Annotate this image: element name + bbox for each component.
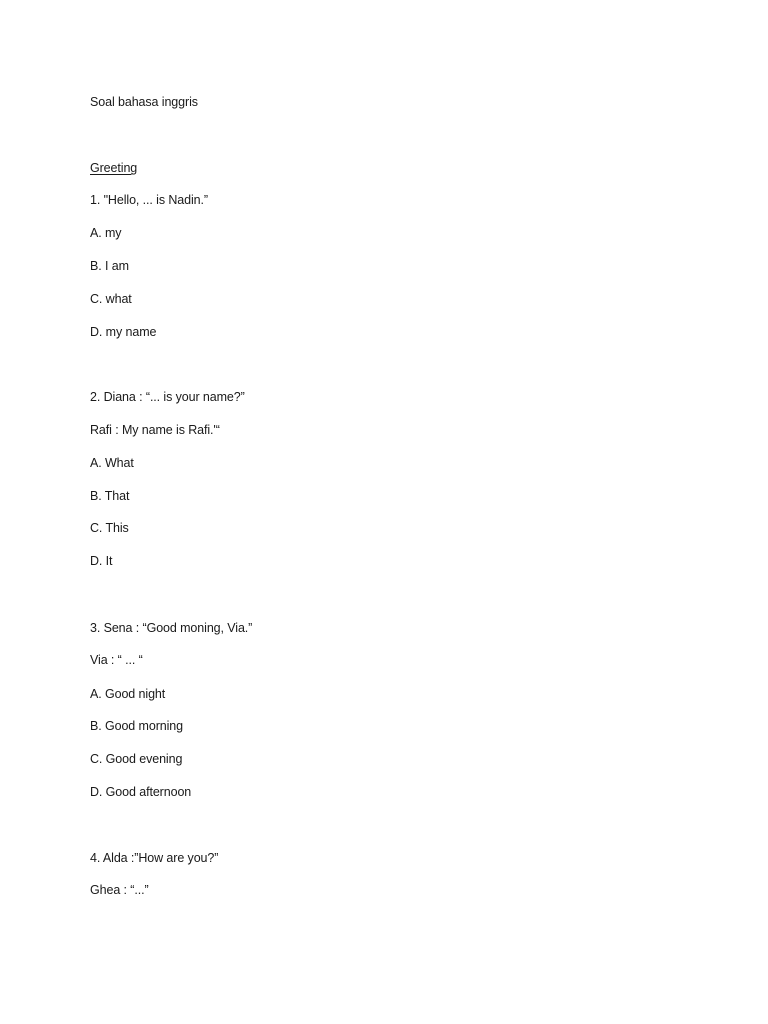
question-1-prompt: 1. "Hello, ... is Nadin.” xyxy=(90,193,208,207)
question-2-option-d: D. It xyxy=(90,554,113,568)
question-2-option-c: C. This xyxy=(90,521,129,535)
question-2-response: Rafi : My name is Rafi.'“ xyxy=(90,423,220,437)
question-1-option-c: C. what xyxy=(90,292,132,306)
question-2-option-a: A. What xyxy=(90,456,134,470)
question-3-option-b: B. Good morning xyxy=(90,719,183,733)
question-3-option-c: C. Good evening xyxy=(90,752,183,766)
question-3-prompt: 3. Sena : “Good moning, Via.” xyxy=(90,621,253,635)
question-1-option-d: D. my name xyxy=(90,325,157,339)
question-1-option-a: A. my xyxy=(90,226,122,240)
question-3-response: Via : “ ... “ xyxy=(90,653,143,667)
question-2-option-b: B. That xyxy=(90,489,130,503)
question-4-prompt: 4. Alda :”How are you?” xyxy=(90,851,219,865)
question-3-option-a: A. Good night xyxy=(90,687,166,701)
question-3-option-d: D. Good afternoon xyxy=(90,785,192,799)
section-heading: Greeting xyxy=(90,161,138,175)
question-4-response: Ghea : “...” xyxy=(90,883,149,897)
document-title: Soal bahasa inggris xyxy=(90,95,198,109)
question-1-option-b: B. I am xyxy=(90,259,129,273)
question-2-prompt: 2. Diana : “... is your name?” xyxy=(90,390,245,404)
